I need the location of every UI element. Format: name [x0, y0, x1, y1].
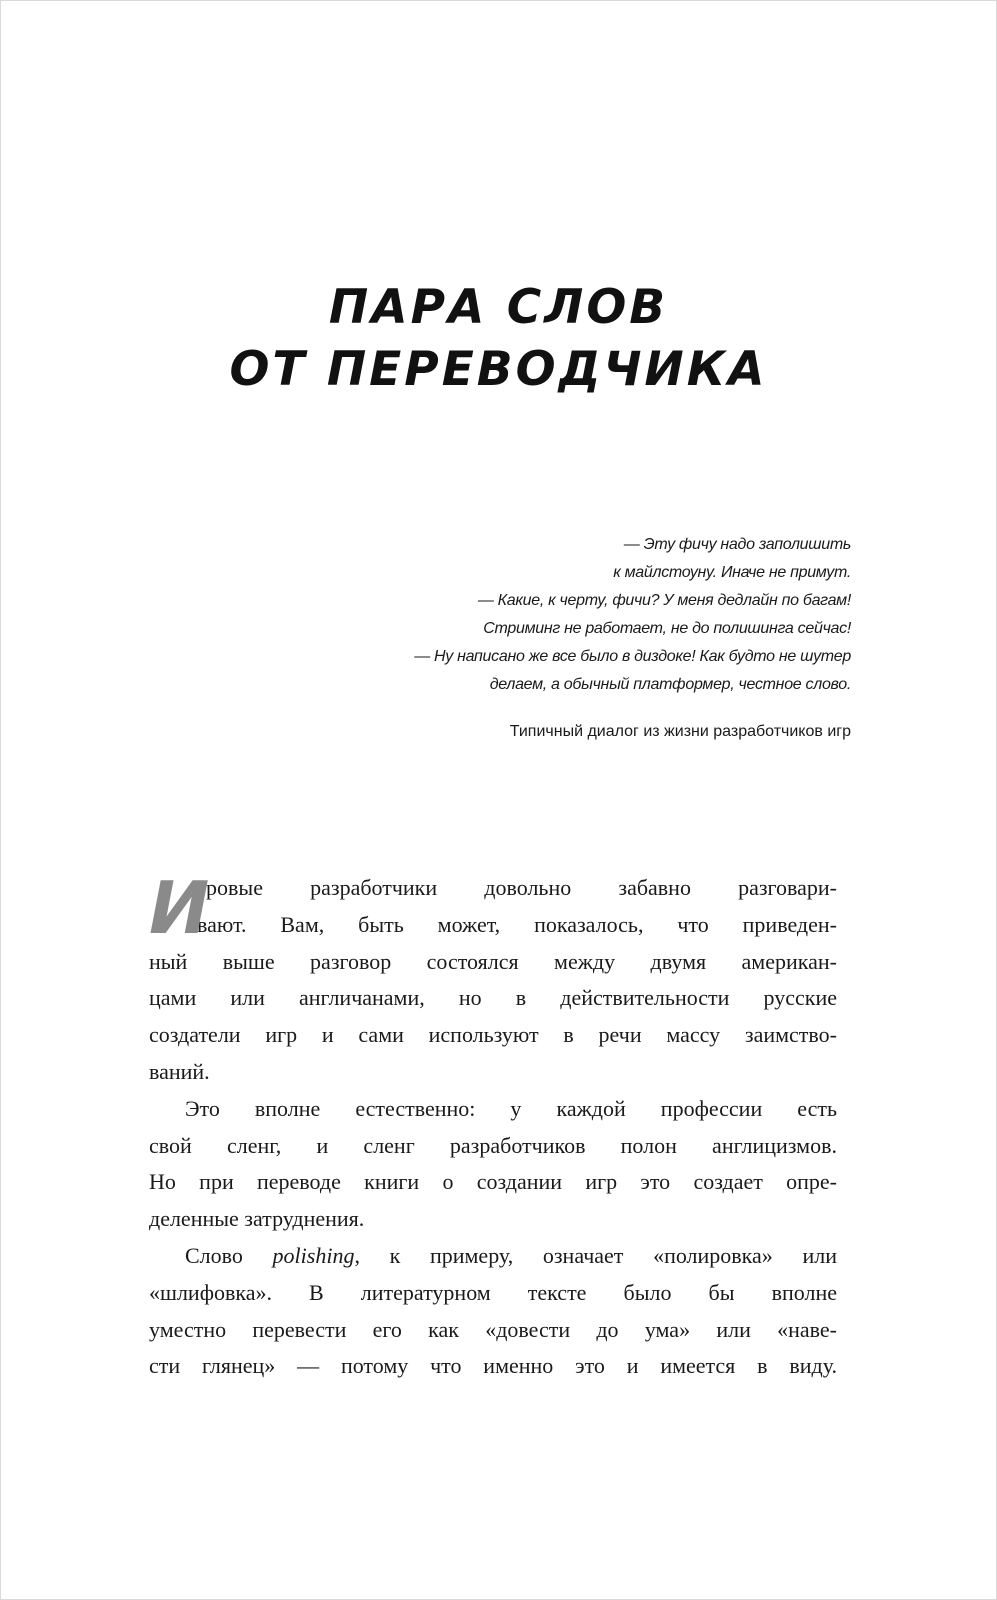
drop-cap: И — [149, 866, 210, 950]
text-line: деленные затруднения. — [149, 1206, 365, 1232]
text-line: Но при переводе книги о создании игр это создает опре- — [149, 1169, 837, 1195]
body-text — [149, 866, 837, 1385]
epigraph-line: — Эту фичу надо заполишить — [623, 536, 851, 553]
epigraph-line: делаем, а обычный платформер, честное слово. — [489, 676, 851, 693]
text-fragment: Слово — [185, 1242, 273, 1268]
epigraph-source: Типичный диалог из жизни разработчиков игр — [509, 723, 851, 740]
text-fragment: , к примеру, означает «полировка» или — [354, 1242, 837, 1268]
text-line: цами или англичанами, но в действительности русские — [149, 985, 837, 1011]
text-line: уместно перевести его как «довести до ума» или «наве- — [149, 1316, 837, 1342]
text-line: сти глянец» — потому что именно это и имеется в виду. — [149, 1353, 837, 1379]
text-line: «шлифовка». В литературном тексте было бы вполне — [149, 1279, 837, 1305]
text-line: ный выше разговор состоялся между двумя американ- — [149, 948, 837, 974]
epigraph-line: — Ну написано же все было в диздоке! Как будто не шутер — [414, 648, 851, 665]
epigraph-line: — Какие, к черту, фичи? У меня дедлайн по багам! — [477, 592, 851, 609]
text-line: ваний. — [149, 1058, 210, 1084]
text-line: вают. Вам, быть может, показалось, что приведен- — [197, 911, 837, 937]
chapter-title-line-2: ОТ ПЕРЕВОДЧИКА — [229, 342, 768, 397]
text-line — [149, 1238, 837, 1275]
term-polishing: polishing — [272, 1242, 355, 1268]
text-line: свой сленг, и сленг разработчиков полон англицизмов. — [149, 1132, 837, 1158]
text-line: Это вполне естественно: у каждой профессии есть — [185, 1095, 837, 1121]
epigraph-line: Стриминг не работает, не до полишинга сейчас! — [483, 620, 851, 637]
epigraph — [291, 531, 851, 699]
chapter-title — [0, 277, 997, 401]
text-line: создатели игр и сами используют в речи массу заимство- — [149, 1022, 837, 1048]
text-line: гровые разработчики довольно забавно разговари- — [197, 875, 837, 900]
epigraph-line: к майлстоуну. Иначе не примут. — [613, 564, 851, 581]
chapter-title-line-1: ПАРА СЛОВ — [328, 280, 669, 335]
